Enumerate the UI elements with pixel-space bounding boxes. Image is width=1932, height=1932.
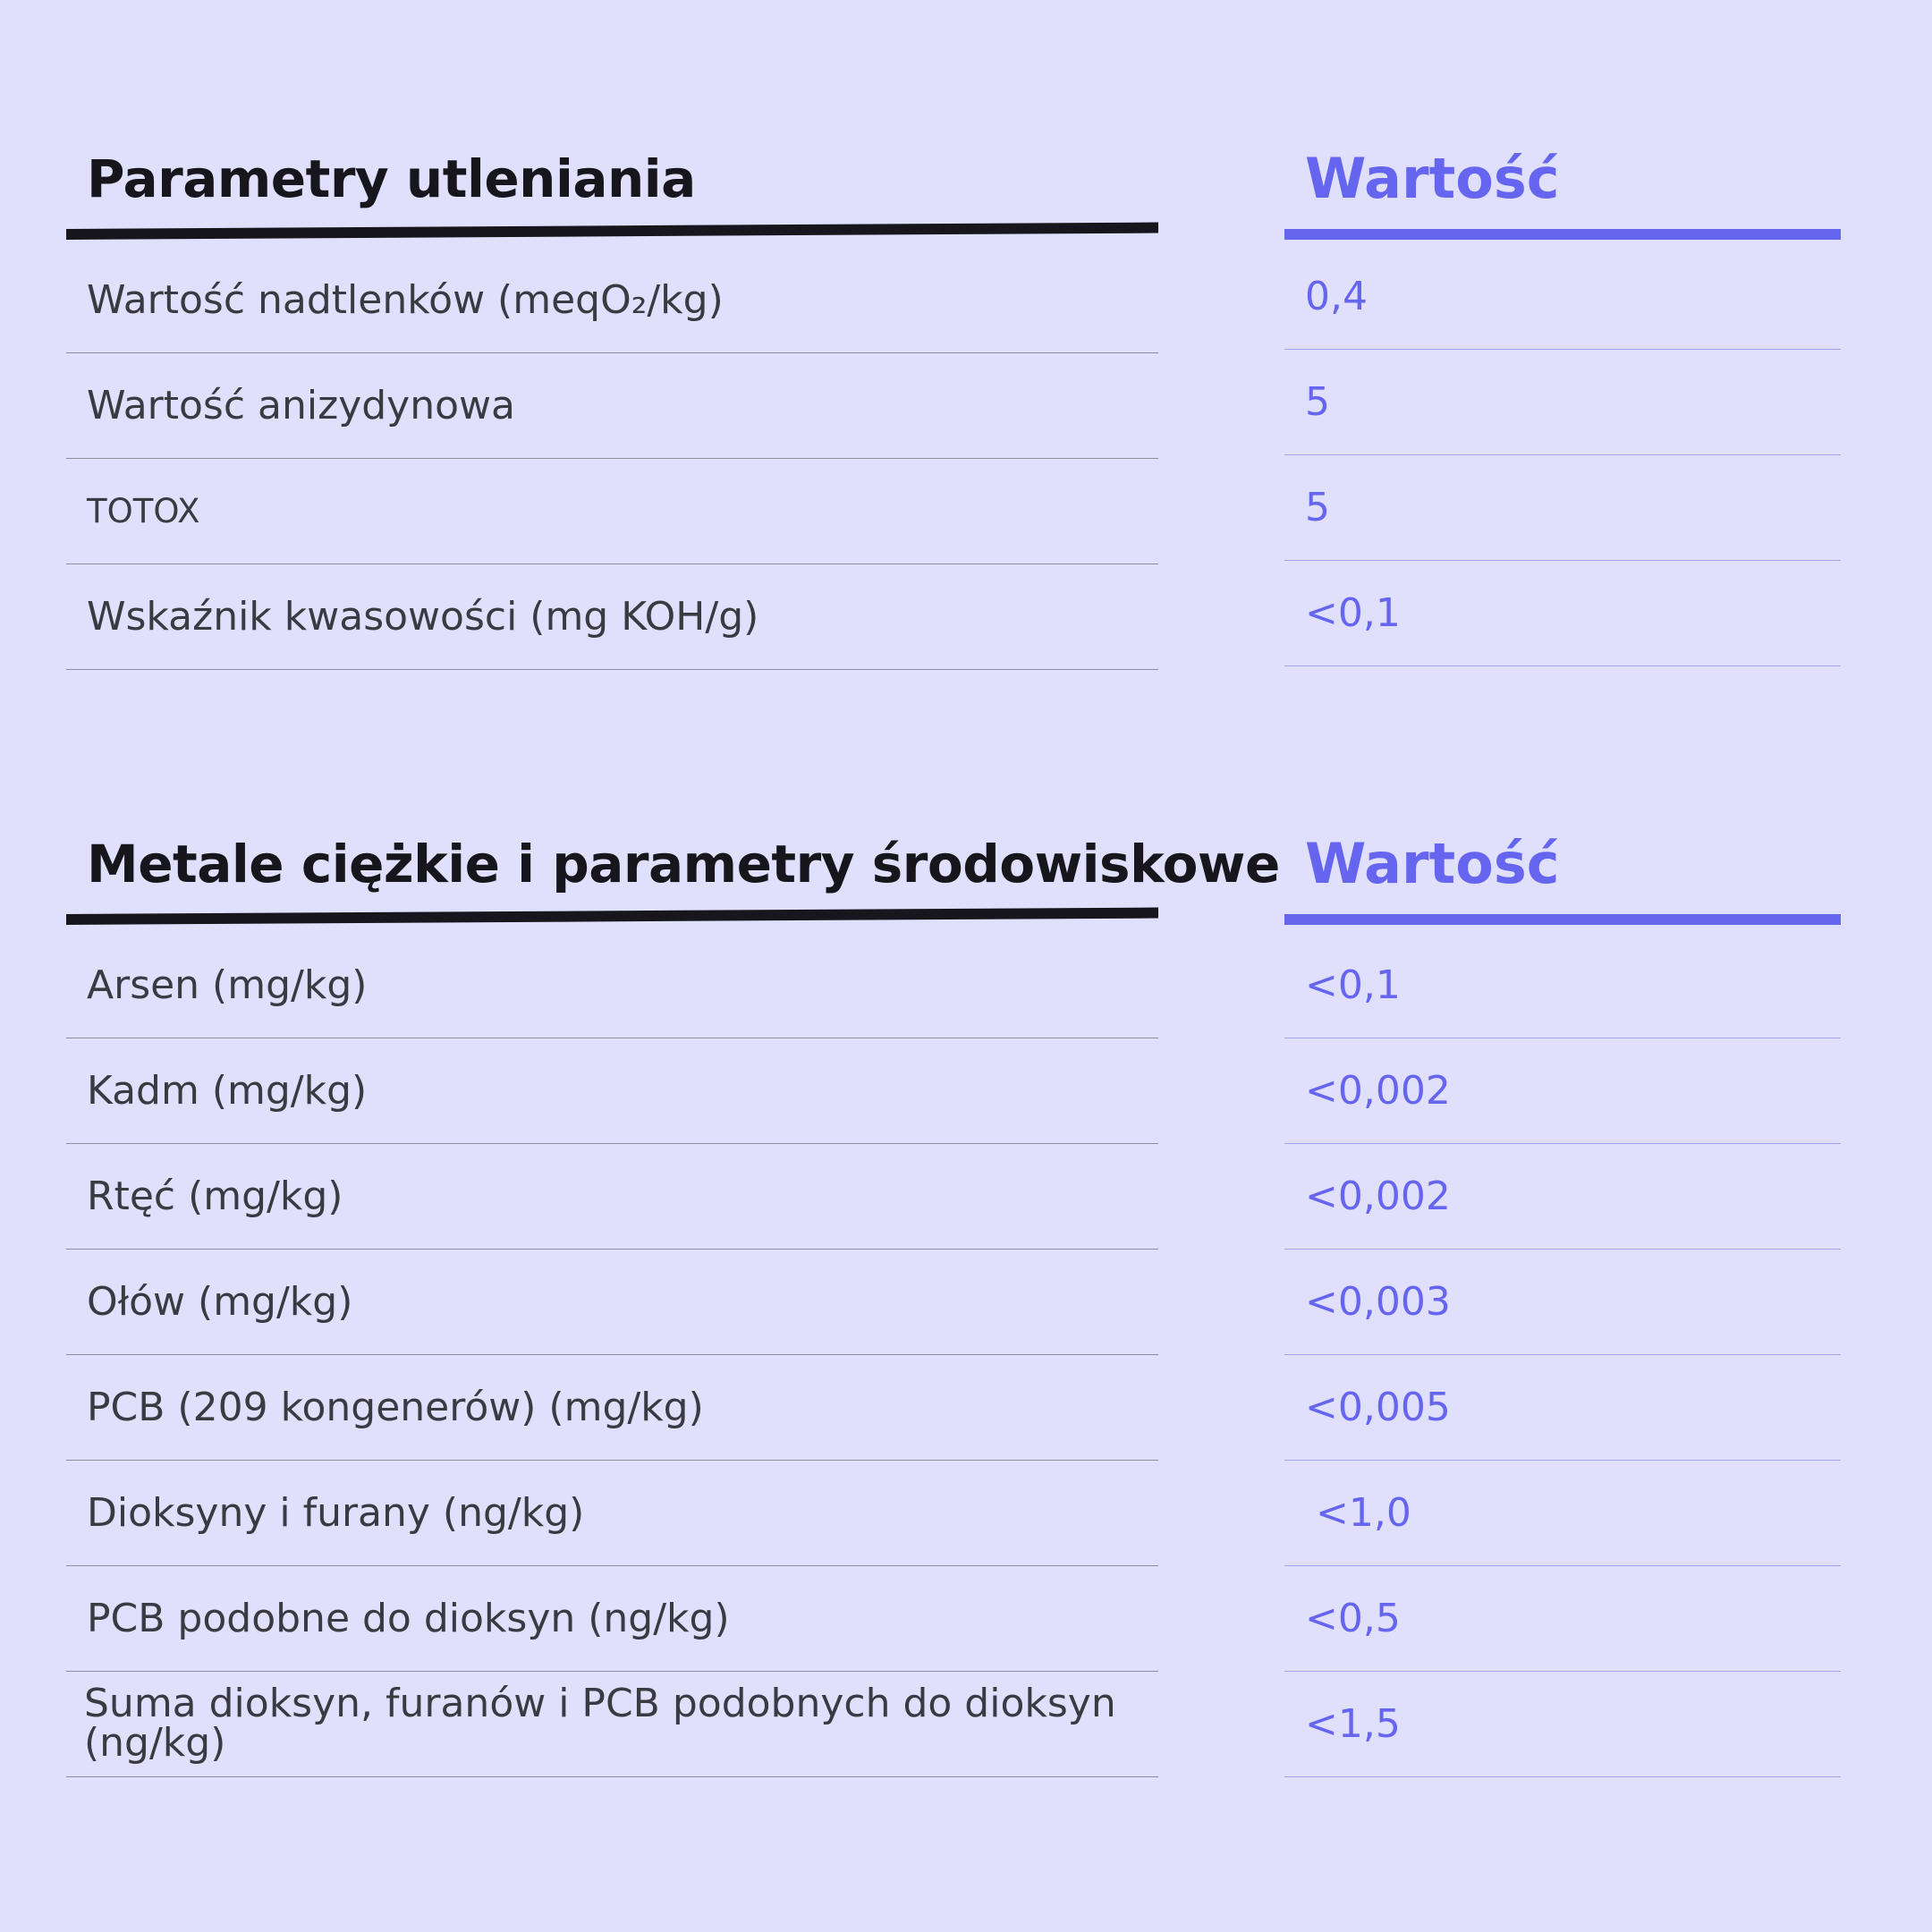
table-row <box>66 352 1158 459</box>
row-value: <0,003 <box>1305 1278 1451 1325</box>
row-label: Wskaźnik kwasowości (mg KOH/g) <box>87 593 759 640</box>
row-label: Rtęć (mg/kg) <box>87 1173 343 1219</box>
table-row <box>1284 1565 1841 1672</box>
row-label: Arsen (mg/kg) <box>87 962 368 1008</box>
oxidation-value-rule <box>1284 229 1841 240</box>
table-row <box>66 1354 1158 1461</box>
row-value: 5 <box>1305 378 1330 425</box>
table-row <box>66 1143 1158 1250</box>
row-value: <1,0 <box>1316 1489 1411 1536</box>
heavy-metals-section-title: Metale ciężkie i parametry środowiskowe <box>87 834 1280 894</box>
table-row <box>66 1038 1158 1144</box>
row-label: Wartość nadtlenków (meqO₂/kg) <box>87 276 724 323</box>
row-label: Wartość anizydynowa <box>87 382 515 428</box>
table-row <box>1284 1671 1841 1777</box>
row-label: Suma dioksyn, furanów i PCB podobnych do dioksyn (ng/kg) <box>84 1681 1116 1766</box>
row-label: PCB (209 kongenerów) (mg/kg) <box>87 1384 704 1430</box>
row-value: 5 <box>1305 484 1330 530</box>
row-value: <0,1 <box>1305 589 1401 636</box>
table-row <box>66 1671 1158 1777</box>
table-row <box>66 458 1158 564</box>
row-value: <0,1 <box>1305 962 1401 1008</box>
row-value: <0,5 <box>1305 1595 1401 1641</box>
table-row <box>1284 560 1841 666</box>
table-row <box>1284 243 1841 350</box>
row-value: <1,5 <box>1305 1700 1401 1747</box>
table-row <box>1284 1143 1841 1250</box>
table-row <box>1284 1038 1841 1144</box>
row-value: <0,005 <box>1305 1384 1451 1430</box>
row-label: TOTOX <box>87 491 200 530</box>
row-value: <0,002 <box>1305 1173 1451 1219</box>
table-row <box>66 932 1158 1038</box>
oxidation-value-header: Wartość <box>1305 146 1560 211</box>
row-label: Dioksyny i furany (ng/kg) <box>87 1489 585 1536</box>
table-row <box>1284 1249 1841 1355</box>
table-row <box>1284 454 1841 561</box>
table-row <box>1284 349 1841 455</box>
table-row <box>1284 932 1841 1038</box>
table-row <box>66 1460 1158 1566</box>
table-row <box>1284 1354 1841 1461</box>
table-row <box>66 564 1158 670</box>
heavy-metals-value-rule <box>1284 914 1841 925</box>
row-label: PCB podobne do dioksyn (ng/kg) <box>87 1595 730 1641</box>
table-row <box>66 247 1158 353</box>
row-value: <0,002 <box>1305 1067 1451 1114</box>
heavy-metals-title-rule <box>66 908 1158 925</box>
table-row <box>66 1565 1158 1672</box>
heavy-metals-value-header: Wartość <box>1305 831 1560 896</box>
row-label: Ołów (mg/kg) <box>87 1278 353 1325</box>
table-row <box>1284 1460 1841 1566</box>
row-value: 0,4 <box>1305 273 1368 319</box>
row-label: Kadm (mg/kg) <box>87 1067 368 1114</box>
table-row <box>66 1249 1158 1355</box>
oxidation-section-title: Parametry utleniania <box>87 148 696 209</box>
oxidation-title-rule <box>66 223 1158 240</box>
